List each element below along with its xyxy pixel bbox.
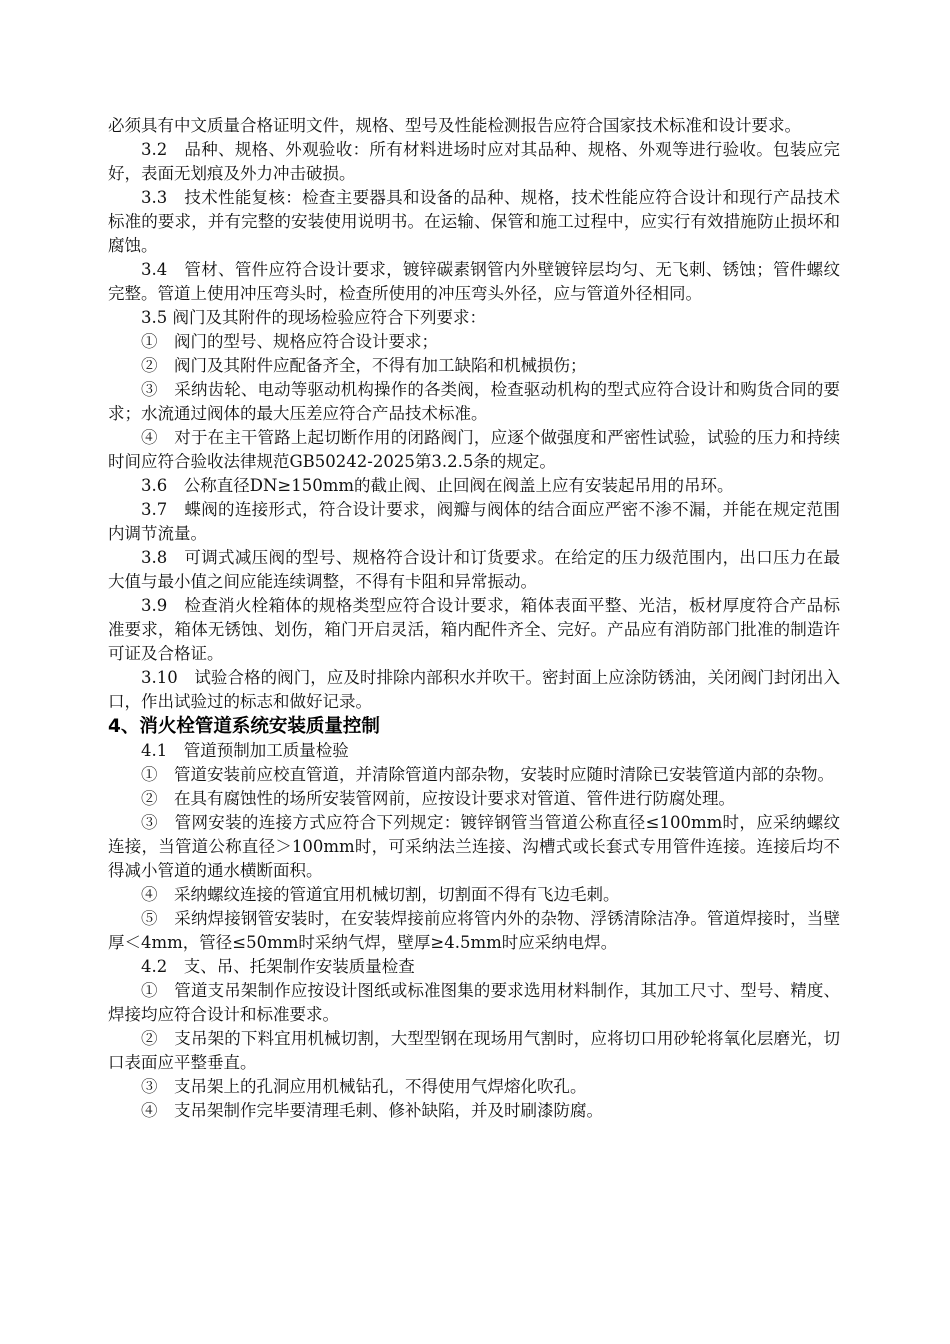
list-item-4-2-1: ① 管道支吊架制作应按设计图纸或标准图集的要求选用材料制作，其加工尺寸、型号、精度、焊接均应符合设计和标准要求。 — [108, 981, 840, 1024]
paragraph-3-9: 3.9 检查消火栓箱体的规格类型应符合设计要求，箱体表面平整、光洁，板材厚度符合产品标准要求，箱体无锈蚀、划伤，箱门开启灵活，箱内配件齐全、完好。产品应有消防部门批准的制造许可证及合格证。 — [108, 596, 840, 663]
paragraph-continuation: 必须具有中文质量合格证明文件，规格、型号及性能检测报告应符合国家技术标准和设计要求。 — [108, 116, 801, 135]
paragraph-3-4: 3.4 管材、管件应符合设计要求，镀锌碳素钢管内外壁镀锌层均匀、无飞刺、锈蚀；管件螺纹完整。管道上使用冲压弯头时，检查所使用的冲压弯头外径，应与管道外径相同。 — [108, 260, 840, 303]
list-item-4-2-3: ③ 支吊架上的孔洞应用机械钻孔，不得使用气焊熔化吹孔。 — [141, 1077, 587, 1096]
list-item-4-1-3: ③ 管网安装的连接方式应符合下列规定：镀锌钢管当管道公称直径≤100mm时，应采纳螺纹连接，当管道公称直径＞100mm时，可采纳法兰连接、沟槽式或长套式专用管件连接。连接后均不得减小管道的通水横断面积。 — [108, 813, 840, 880]
list-item-4-1-2: ② 在具有腐蚀性的场所安装管网前，应按设计要求对管道、管件进行防腐处理。 — [141, 789, 735, 808]
paragraph-3-3: 3.3 技术性能复核：检查主要器具和设备的品种、规格，技术性能应符合设计和现行产品技术标准的要求，并有完整的安装使用说明书。在运输、保管和施工过程中，应实行有效措施防止损坏和腐蚀。 — [108, 188, 840, 255]
list-item-3-5-4: ④ 对于在主干管路上起切断作用的闭路阀门，应逐个做强度和严密性试验，试验的压力和持续时间应符合验收法律规范GB50242-2025第3.2.5条的规定。 — [108, 428, 840, 471]
list-item-4-2-2: ② 支吊架的下料宜用机械切割，大型型钢在现场用气割时，应将切口用砂轮将氧化层磨光，切口表面应平整垂直。 — [108, 1029, 840, 1072]
list-item-4-1-1: ① 管道安装前应校直管道，并清除管道内部杂物，安装时应随时清除已安装管道内部的杂物。 — [141, 765, 834, 784]
list-item-4-1-5: ⑤ 采纳焊接钢管安装时，在安装焊接前应将管内外的杂物、浮锈清除洁净。管道焊接时，当壁厚＜4mm，管径≤50mm时采纳气焊，壁厚≥4.5mm时应采纳电焊。 — [108, 909, 840, 952]
paragraph-3-6: 3.6 公称直径DN≥150mm的截止阀、止回阀在阀盖上应有安装起吊用的吊环。 — [141, 476, 734, 495]
section-heading: 4、消火栓管道系统安装质量控制 — [108, 716, 380, 737]
paragraph-3-8: 3.8 可调式减压阀的型号、规格符合设计和订货要求。在给定的压力级范围内，出口压力在最大值与最小值之间应能连续调整，不得有卡阻和异常振动。 — [108, 548, 840, 591]
list-item-4-2-4: ④ 支吊架制作完毕要清理毛刺、修补缺陷，并及时刷漆防腐。 — [141, 1101, 603, 1120]
list-item-3-5-2: ② 阀门及其附件应配备齐全，不得有加工缺陷和机械损伤； — [141, 356, 587, 375]
list-item-4-1-4: ④ 采纳螺纹连接的管道宜用机械切割，切割面不得有飞边毛刺。 — [141, 885, 620, 904]
list-item-3-5-3: ③ 采纳齿轮、电动等驱动机构操作的各类阀，检查驱动机构的型式应符合设计和购货合同的要求；水流通过阀体的最大压差应符合产品技术标准。 — [108, 380, 840, 423]
paragraph-3-2: 3.2 品种、规格、外观验收：所有材料进场时应对其品种、规格、外观等进行验收。包装应完好，表面无划痕及外力冲击破损。 — [108, 140, 840, 183]
paragraph-3-7: 3.7 蝶阀的连接形式，符合设计要求，阀瓣与阀体的结合面应严密不渗不漏，并能在规定范围内调节流量。 — [108, 500, 840, 543]
paragraph-4-2: 4.2 支、吊、托架制作安装质量检查 — [141, 957, 415, 976]
paragraph-3-5: 3.5 阀门及其附件的现场检验应符合下列要求： — [141, 308, 486, 327]
list-item-3-5-1: ① 阀门的型号、规格应符合设计要求； — [141, 332, 438, 351]
document-page — [108, 114, 840, 1123]
paragraph-4-1: 4.1 管道预制加工质量检验 — [141, 741, 349, 760]
paragraph-3-10: 3.10 试验合格的阀门，应及时排除内部积水并吹干。密封面上应涂防锈油，关闭阀门封闭出入口，作出试验过的标志和做好记录。 — [108, 668, 840, 711]
